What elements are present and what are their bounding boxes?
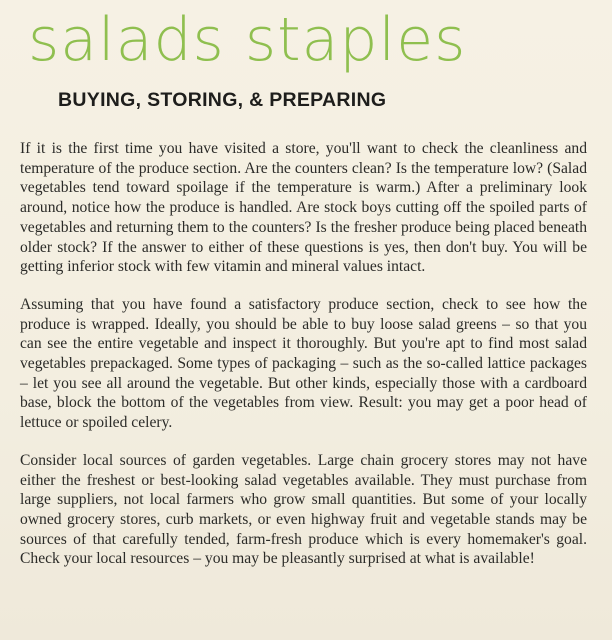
page-title: salads staples [28, 5, 467, 75]
paragraph-3: Consider local sources of garden vegetables. Large chain grocery stores may not have either the freshest or best-looking salad vegetables available. They must purchase from large suppliers, not local farmers who grow small quantities. But some of your locally owned grocery stores, curb markets, or even highway fruit and vegetable stands may be sources of that carefully tended, farm-fresh produce which is every homemaker's goal. Check your local resources – you may be pleasantly surprised at what is available! [20, 451, 587, 568]
article-body [20, 139, 587, 587]
page-subtitle: BUYING, STORING, & PREPARING [58, 89, 387, 111]
paragraph-2: Assuming that you have found a satisfactory produce section, check to see how the produce is wrapped. Ideally, you should be able to buy loose salad greens – so that you can see the entire vegetable and inspect it thoroughly. But you're apt to find most salad vegetables prepackaged. Some types of packaging – such as the so-called lattice packages – let you see all around the vegetable. But other kinds, especially those with a cardboard base, block the bottom of the vegetables from view. Result: you may get a poor head of lettuce or spoiled celery. [20, 295, 587, 432]
paragraph-1: If it is the first time you have visited a store, you'll want to check the cleanliness and temperature of the produce section. Are the counters clean? Is the temperature low? (Salad vegetables tend toward spoilage if the temperature is warm.) After a preliminary look around, notice how the produce is handled. Are stock boys cutting off the spoiled parts of vegetables and returning them to the counters? Is the fresher produce being placed beneath older stock? If the answer to either of these questions is yes, then don't buy. You will be getting inferior stock with few vitamin and mineral values intact. [20, 140, 587, 276]
